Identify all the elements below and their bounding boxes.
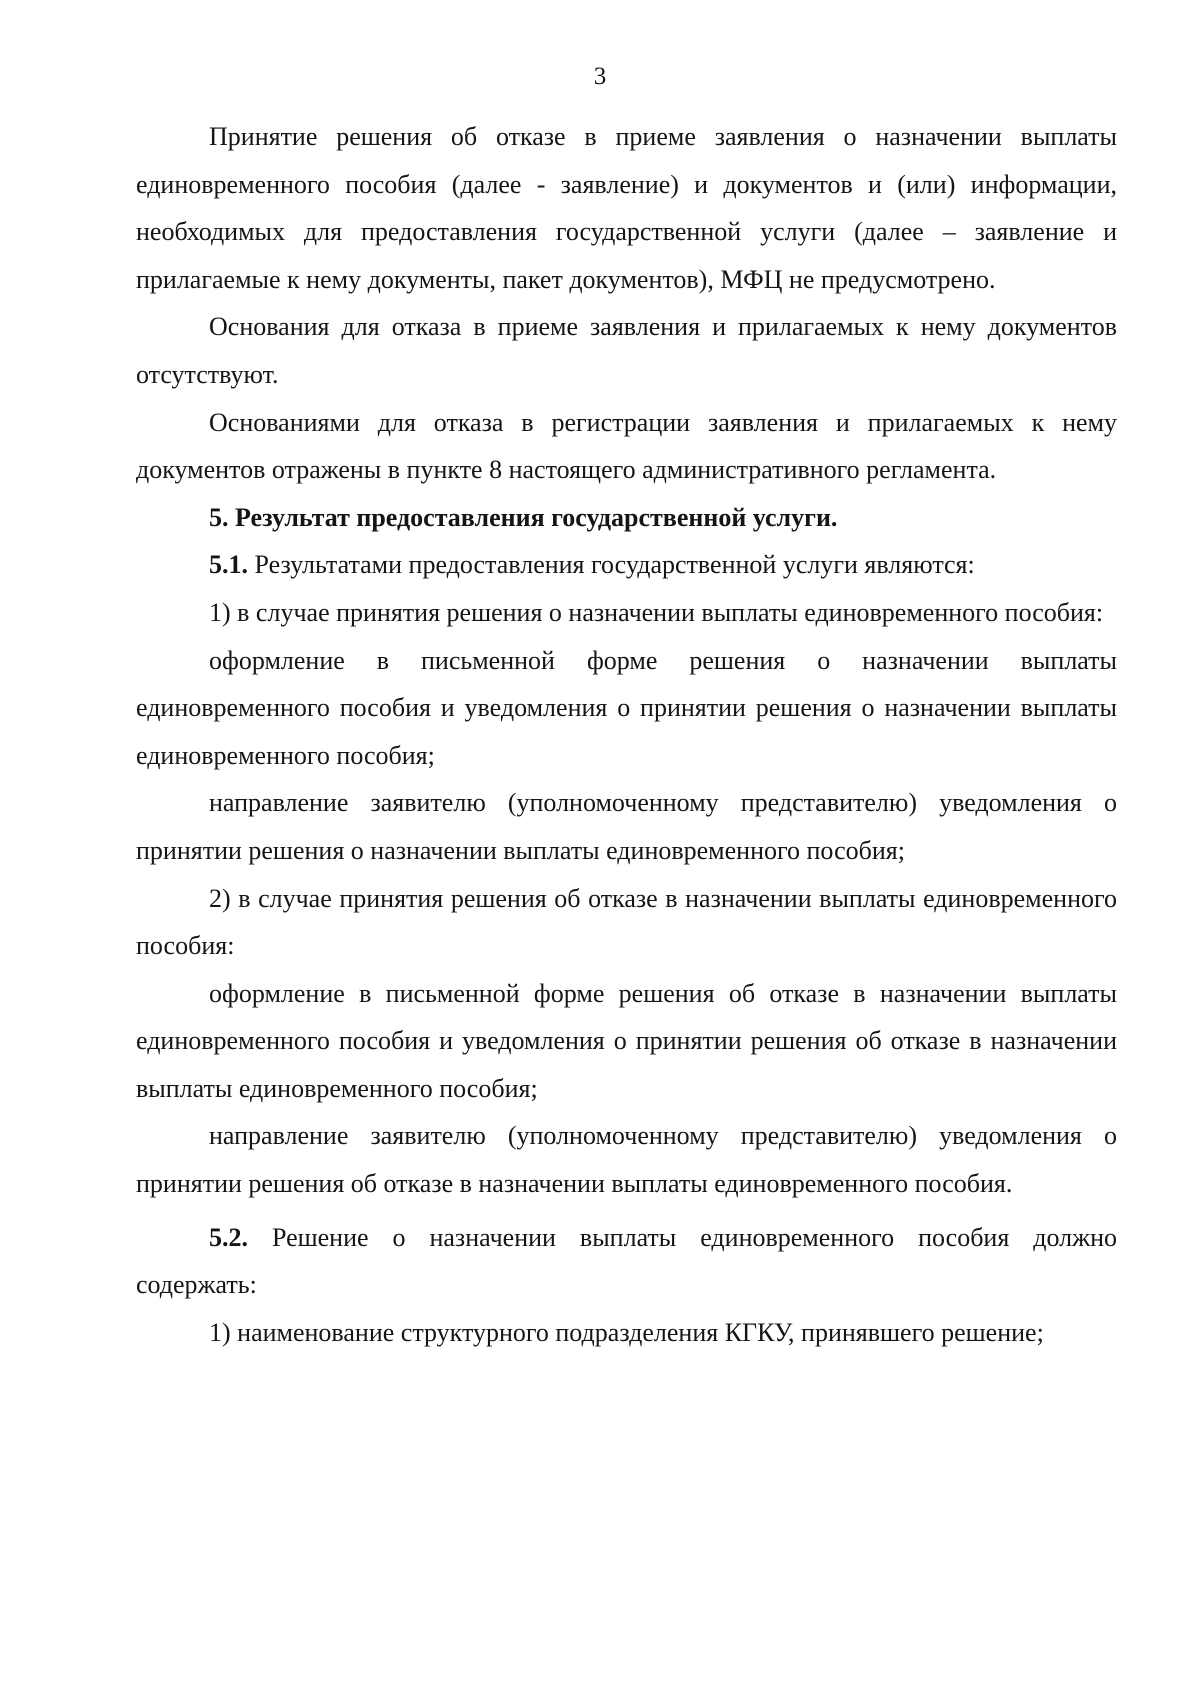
- paragraph-refusal-decision: Принятие решения об отказе в приеме заявления о назначении выплаты единовременного пособия (далее - заявление) и документов и (или) информации, необходимых для предоставления государственной услуги (далее – заявление и прилагаемые к нему документы, пакет документов), МФЦ не предусмотрено.: [136, 122, 1117, 294]
- list-item-2: 2) в случае принятия решения об отказе в назначении выплаты единовременного пособия:: [136, 883, 1117, 961]
- clause-5-2: [136, 1214, 1117, 1309]
- clause-number: 5.2.: [209, 1222, 248, 1252]
- list-item-decision-1: 1) наименование структурного подразделения КГКУ, принявшего решение;: [209, 1317, 1044, 1347]
- paragraph-no-grounds: Основания для отказа в приеме заявления и прилагаемых к нему документов отсутствуют.: [136, 312, 1117, 389]
- clause-text: Результатами предоставления государственной услуги являются:: [248, 550, 975, 580]
- clause-text: Решение о назначении выплаты единовременного пособия должно содержать:: [136, 1222, 1117, 1300]
- paragraph-notification-approval: направление заявителю (уполномоченному представителю) уведомления о принятии решения о назначении выплаты единовременного пособия;: [136, 788, 1117, 865]
- section-heading-5: 5. Результат предоставления государственной услуги.: [209, 502, 838, 532]
- document-body: [136, 113, 1117, 1356]
- list-item-1: 1) в случае принятия решения о назначении выплаты единовременного пособия:: [209, 597, 1104, 627]
- page-number: 3: [593, 63, 607, 90]
- paragraph-registration-grounds: Основаниями для отказа в регистрации заявления и прилагаемых к нему документов отражены в пункте 8 настоящего административного регламента.: [136, 407, 1117, 485]
- clause-number: 5.1.: [209, 550, 248, 580]
- paragraph-notification-refusal: направление заявителю (уполномоченному представителю) уведомления о принятии решения об отказе в назначении выплаты единовременного пособия.: [136, 1121, 1117, 1199]
- paragraph-formalization-approval: оформление в письменной форме решения о назначении выплаты единовременного пособия и уведомления о принятии решения о назначении выплаты единовременного пособия;: [136, 645, 1117, 770]
- paragraph-formalization-refusal: оформление в письменной форме решения об отказе в назначении выплаты единовременного пособия и уведомления о принятии решения об отказе в назначении выплаты единовременного пособия;: [136, 978, 1117, 1103]
- clause-5-1: [136, 541, 1117, 589]
